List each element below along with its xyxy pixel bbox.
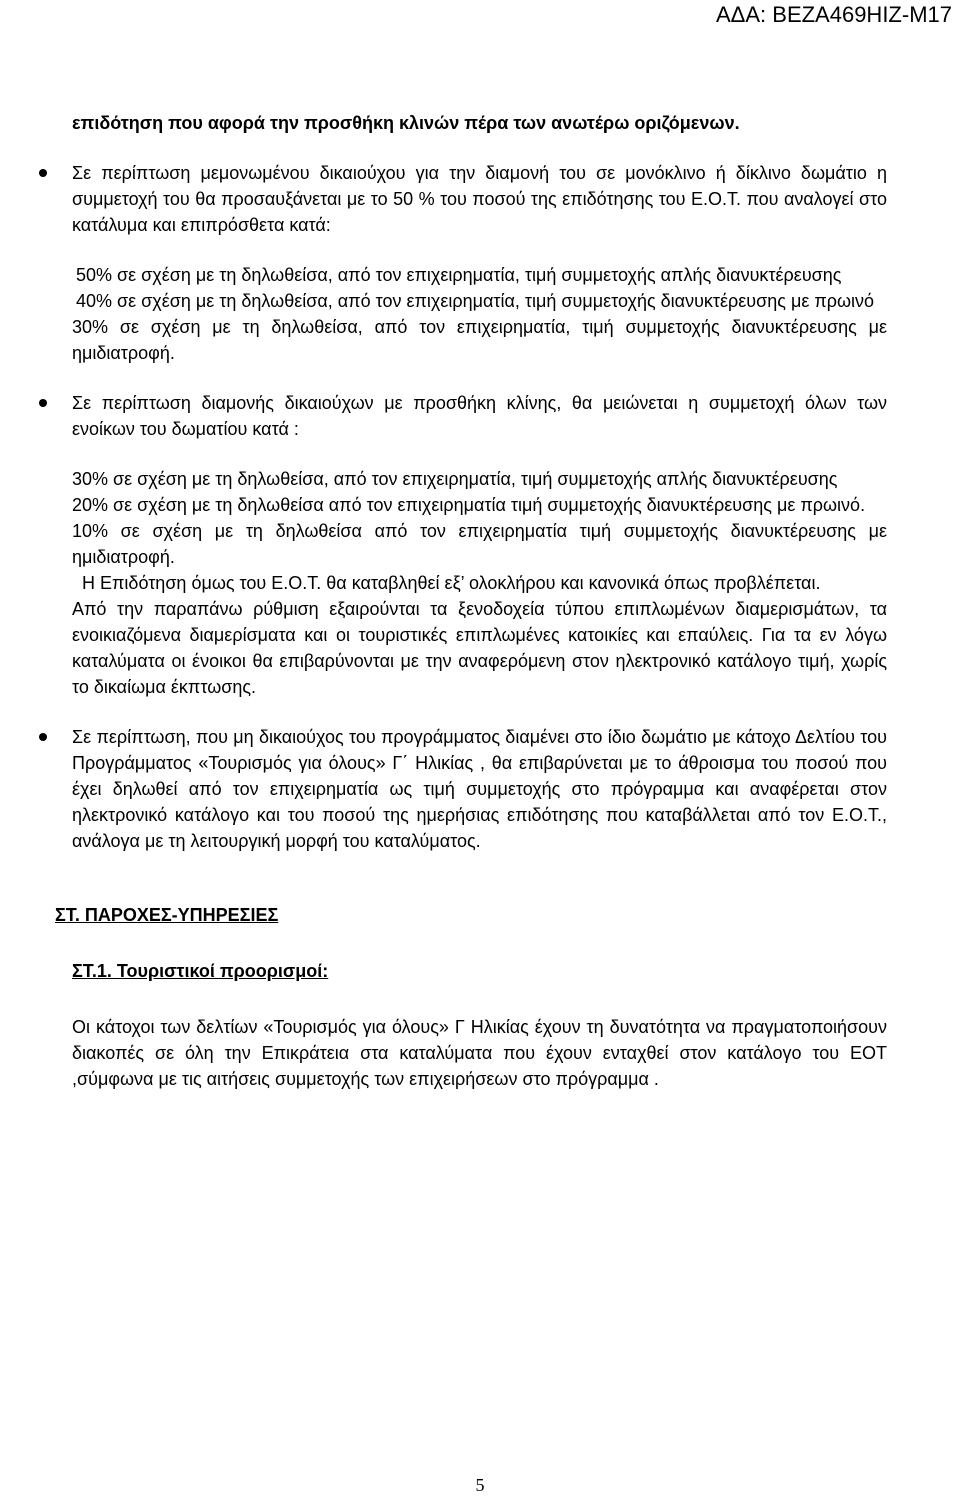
subsection-heading: ΣΤ.1. Τουριστικοί προορισμοί: xyxy=(72,961,329,981)
bullet-text: Σε περίπτωση διαμονής δικαιούχων με προσθήκη κλίνης, θα μειώνεται η συμμετοχή όλων των ενοίκων του δωματίου κατά : xyxy=(72,393,887,439)
exclusion-note: Από την παραπάνω ρύθμιση εξαιρούνται τα ξενοδοχεία τύπου επιπλωμένων διαμερισμάτων, τα ενοικιαζόμενα διαμερίσματα και οι τουριστικές επιπλωμένες κατοικίες και επαύλεις. Για τα εν λόγω καταλύματα οι ένοικοι θα επιβαρύνονται με την αναφερόμενη στον ηλεκτρονικό κατάλογο τιμή, χωρίς το δικαίωμα έκπτωσης. xyxy=(72,599,887,697)
document-body xyxy=(55,110,887,1092)
rate-line: 40% σε σχέση με τη δηλωθείσα, από τον επιχειρηματία, τιμή συμμετοχής διανυκτέρευσης με πρωινό xyxy=(76,291,875,311)
bullet-item-non-beneficiary xyxy=(72,724,887,854)
rate-line: 20% σε σχέση με τη δηλωθείσα από τον επιχειρηματία τιμή συμμετοχής διανυκτέρευσης με πρωινό. xyxy=(72,495,866,515)
bullet-icon xyxy=(39,399,47,407)
rate-line: 50% σε σχέση με τη δηλωθείσα, από τον επιχειρηματία, τιμή συμμετοχής απλής διανυκτέρευσης xyxy=(76,265,842,285)
section-heading: ΣΤ. ΠΑΡΟΧΕΣ-ΥΠΗΡΕΣΙΕΣ xyxy=(55,905,279,925)
bullet-icon xyxy=(39,169,47,177)
intro-paragraph: επιδότηση που αφορά την προσθήκη κλινών πέρα των ανωτέρω οριζόμενων. xyxy=(72,113,740,133)
rate-line: 30% σε σχέση με τη δηλωθείσα, από τον επιχειρηματία, τιμή συμμετοχής διανυκτέρευσης με ημιδιατροφή. xyxy=(72,317,887,363)
destinations-paragraph: Οι κάτοχοι των δελτίων «Τουρισμός για όλους» Γ Ηλικίας έχουν τη δυνατότητα να πραγματοποιήσουν διακοπές σε όλη την Επικράτεια στα καταλύματα που έχουν ενταχθεί στον κατάλογο του ΕΟΤ ,σύμφωνα με τις αιτήσεις συμμετοχής των επιχειρήσεων στο πρόγραμμα . xyxy=(72,1017,887,1089)
rate-line: 10% σε σχέση με τη δηλωθείσα από τον επιχειρηματία τιμή συμμετοχής διανυκτέρευσης με ημιδιατροφή. xyxy=(72,521,887,567)
bullet-item-extra-bed xyxy=(72,390,887,442)
bullet-text: Σε περίπτωση, που μη δικαιούχος του προγράμματος διαμένει στο ίδιο δωμάτιο με κάτοχο Δελτίου του Προγράμματος «Τουρισμός για όλους» Γ΄ Ηλικίας , θα επιβαρύνεται με το άθροισμα του ποσού που έχει δηλωθεί από τον επιχειρηματία ως τιμή συμμετοχής στο πρόγραμμα και αναφέρεται στον ηλεκτρονικό κατάλογο και του ποσού της ημερήσιας επιδότησης που καταβάλλεται από τον Ε.Ο.Τ., ανάλογα με τη λειτουργική μορφή του καταλύματος. xyxy=(72,727,887,851)
document-id: ΑΔΑ: ΒΕΖΑ469ΗΙΖ-Μ17 xyxy=(716,2,952,27)
subsidy-note: Η Επιδότηση όμως του Ε.Ο.Τ. θα καταβληθεί εξ’ ολοκλήρου και κανονικά όπως προβλέπεται. xyxy=(82,573,821,593)
page-number: 5 xyxy=(475,1475,485,1495)
bullet-text: Σε περίπτωση μεμονωμένου δικαιούχου για την διαμονή του σε μονόκλινο ή δίκλινο δωμάτιο η συμμετοχή του θα προσαυξάνεται με το 50 % του ποσού της επιδότησης του Ε.Ο.Τ. που αναλογεί στο κατάλυμα και επιπρόσθετα κατά: xyxy=(72,163,887,235)
bullet-icon xyxy=(39,733,47,741)
rate-line: 30% σε σχέση με τη δηλωθείσα, από τον επιχειρηματία, τιμή συμμετοχής απλής διανυκτέρευσης xyxy=(72,469,838,489)
bullet-item-single-occupancy xyxy=(72,160,887,238)
